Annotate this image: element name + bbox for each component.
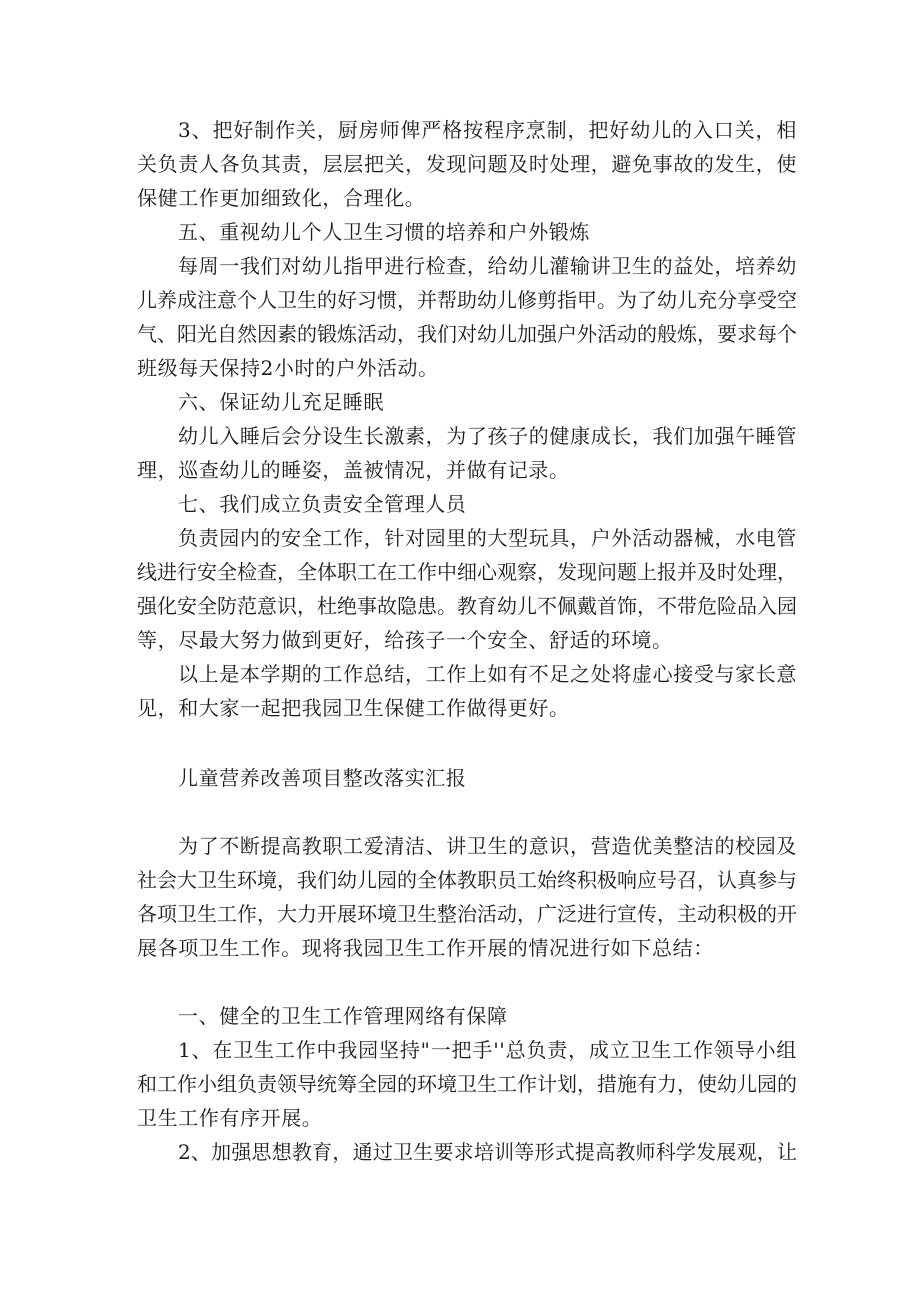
paragraph-line: 以上是本学期的工作总结，工作上如有不足之处将虚心接受与家长意 xyxy=(178,662,797,686)
paragraph-line: 理，巡查幼儿的睡姿，盖被情况，并做有记录。 xyxy=(137,458,570,482)
paragraph-line: 班级每天保持2小时的户外活动。 xyxy=(137,356,439,380)
paragraph-line: 关负责人各负其责，层层把关，发现问题及时处理，避免事故的发生，使 xyxy=(137,152,797,176)
paragraph-line: 每周一我们对幼儿指甲进行检查，给幼儿灌输讲卫生的益处，培养幼 xyxy=(178,254,797,278)
paragraph-line: 1、在卫生工作中我园坚持"一把手''总负责，成立卫生工作领导小组 xyxy=(178,1038,797,1062)
report-title: 儿童营养改善项目整改落实汇报 xyxy=(178,766,467,790)
paragraph-line: 负责园内的安全工作，针对园里的大型玩具，户外活动器械，水电管 xyxy=(178,526,797,550)
paragraph-line: 儿养成注意个人卫生的好习惯，并帮助幼儿修剪指甲。为了幼儿充分享受空 xyxy=(137,288,797,312)
paragraph-line: 社会大卫生环境，我们幼儿园的全体教职员工始终积极响应号召，认真参与 xyxy=(137,868,797,892)
paragraph-line: 保健工作更加细致化，合理化。 xyxy=(137,186,426,210)
paragraph-line: 幼儿入睡后会分设生长激素，为了孩子的健康成长，我们加强午睡管 xyxy=(178,424,797,448)
section-heading: 一、健全的卫生工作管理网络有保障 xyxy=(178,1004,508,1028)
section-heading: 五、重视幼儿个人卫生习惯的培养和户外锻炼 xyxy=(178,220,590,244)
paragraph-line: 线进行安全检查，全体职工在工作中细心观察，发现问题上报并及时处理， xyxy=(137,560,797,584)
paragraph-line: 展各项卫生工作。现将我园卫生工作开展的情况进行如下总结： xyxy=(137,936,714,960)
paragraph-line: 3、把好制作关，厨房师俾严格按程序烹制，把好幼儿的入口关，相 xyxy=(178,118,797,142)
paragraph-line: 气、阳光自然因素的锻炼活动，我们对幼儿加强户外活动的般炼，要求每个 xyxy=(137,322,797,346)
paragraph-line: 见，和大家一起把我园卫生保健工作做得更好。 xyxy=(137,696,570,720)
section-heading: 六、保证幼儿充足睡眠 xyxy=(178,390,384,414)
paragraph-line: 和工作小组负责领导统筹全园的环境卫生工作计划，措施有力，使幼儿园的 xyxy=(137,1072,797,1096)
section-heading: 七、我们成立负责安全管理人员 xyxy=(178,492,467,516)
paragraph-line: 卫生工作有序开展。 xyxy=(137,1106,323,1130)
paragraph-line: 强化安全防范意识，杜绝事故隐患。教育幼儿不佩戴首饰，不带危险品入园 xyxy=(137,594,797,618)
paragraph-line: 2、加强思想教育，通过卫生要求培训等形式提高教师科学发展观，让 xyxy=(178,1140,797,1164)
paragraph-line: 等，尽最大努力做到更好，给孩子一个安全、舒适的环境。 xyxy=(137,628,673,652)
paragraph-line: 各项卫生工作，大力开展环境卫生整治活动，广泛进行宣传，主动积极的开 xyxy=(137,902,797,926)
paragraph-line: 为了不断提高教职工爱清洁、讲卫生的意识，营造优美整洁的校园及 xyxy=(178,834,797,858)
